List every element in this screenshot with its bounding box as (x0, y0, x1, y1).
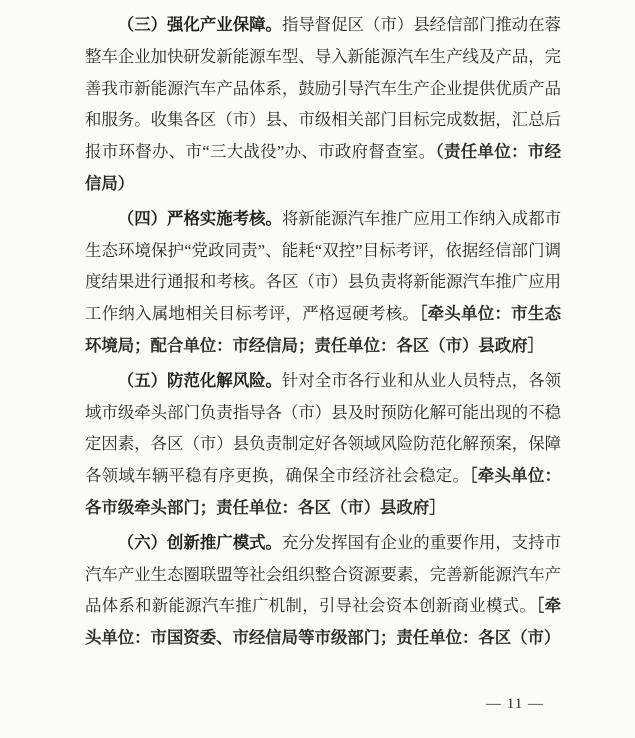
section-6-heading: （六）创新推广模式。 (117, 532, 282, 552)
document-body (85, 9, 561, 657)
section-5-heading: （五）防范化解风险。 (117, 370, 282, 390)
section-3-responsibility-unit: （责任单位：市经信局） (85, 142, 561, 193)
paragraph-section-6 (85, 527, 561, 654)
section-5-body-text: 针对全市各行业和从业人员特点，各领域市级牵头部门负责指导各（市）县及时预防化解可能出现的不稳定因素，各区（市）县负责制定好各领域风险防范化解预案，保障各领域车辆平稳有序更换，确保全市经济社会稳定。 (85, 370, 562, 486)
section-6-body-text: 充分发挥国有企业的重要作用，支持市汽车产业生态圈联盟等社会组织整合资源要素，完善新能源汽车产品体系和新能源汽车推广机制，引导社会资本创新商业模式。 (85, 532, 562, 616)
section-4-responsibility-unit: ［牵头单位：市生态环境局；配合单位：市经信局；责任单位：各区（市）县政府］ (85, 304, 561, 355)
section-5-responsibility-unit: ［牵头单位：各市级牵头部门；责任单位：各区（市）县政府］ (85, 466, 561, 517)
section-4-heading: （四）严格实施考核。 (117, 208, 282, 228)
section-3-heading: （三）强化产业保障。 (117, 15, 282, 34)
paragraph-section-4 (85, 203, 561, 362)
section-4-body-text: 将新能源汽车推广应用工作纳入成都市生态环境保护“党政同责”、能耗“双控”目标考评，依据经信部门调度结果进行通报和考核。各区（市）县负责将新能源汽车推广应用工作纳入属地相关目标考评，严格逗硬考核。 (85, 208, 562, 324)
section-3-body-text: 指导督促区（市）县经信部门推动在蓉整车企业加快研发新能源车型、导入新能源汽车生产线及产品，完善我市新能源汽车产品体系，鼓励引导汽车生产企业提供优质产品和服务。收集各区（市）县、市级相关部门目标完成数据，汇总后报市环督办、市“三大战役”办、市政府督查室。 (85, 15, 562, 162)
section-6-responsibility-unit: ［牵头单位：市国资委、市经信局等市级部门；责任单位：各区（市） (85, 596, 561, 648)
paragraph-section-5 (85, 365, 561, 524)
paragraph-section-3 (85, 9, 561, 200)
page-number: — 11 — (486, 696, 544, 712)
